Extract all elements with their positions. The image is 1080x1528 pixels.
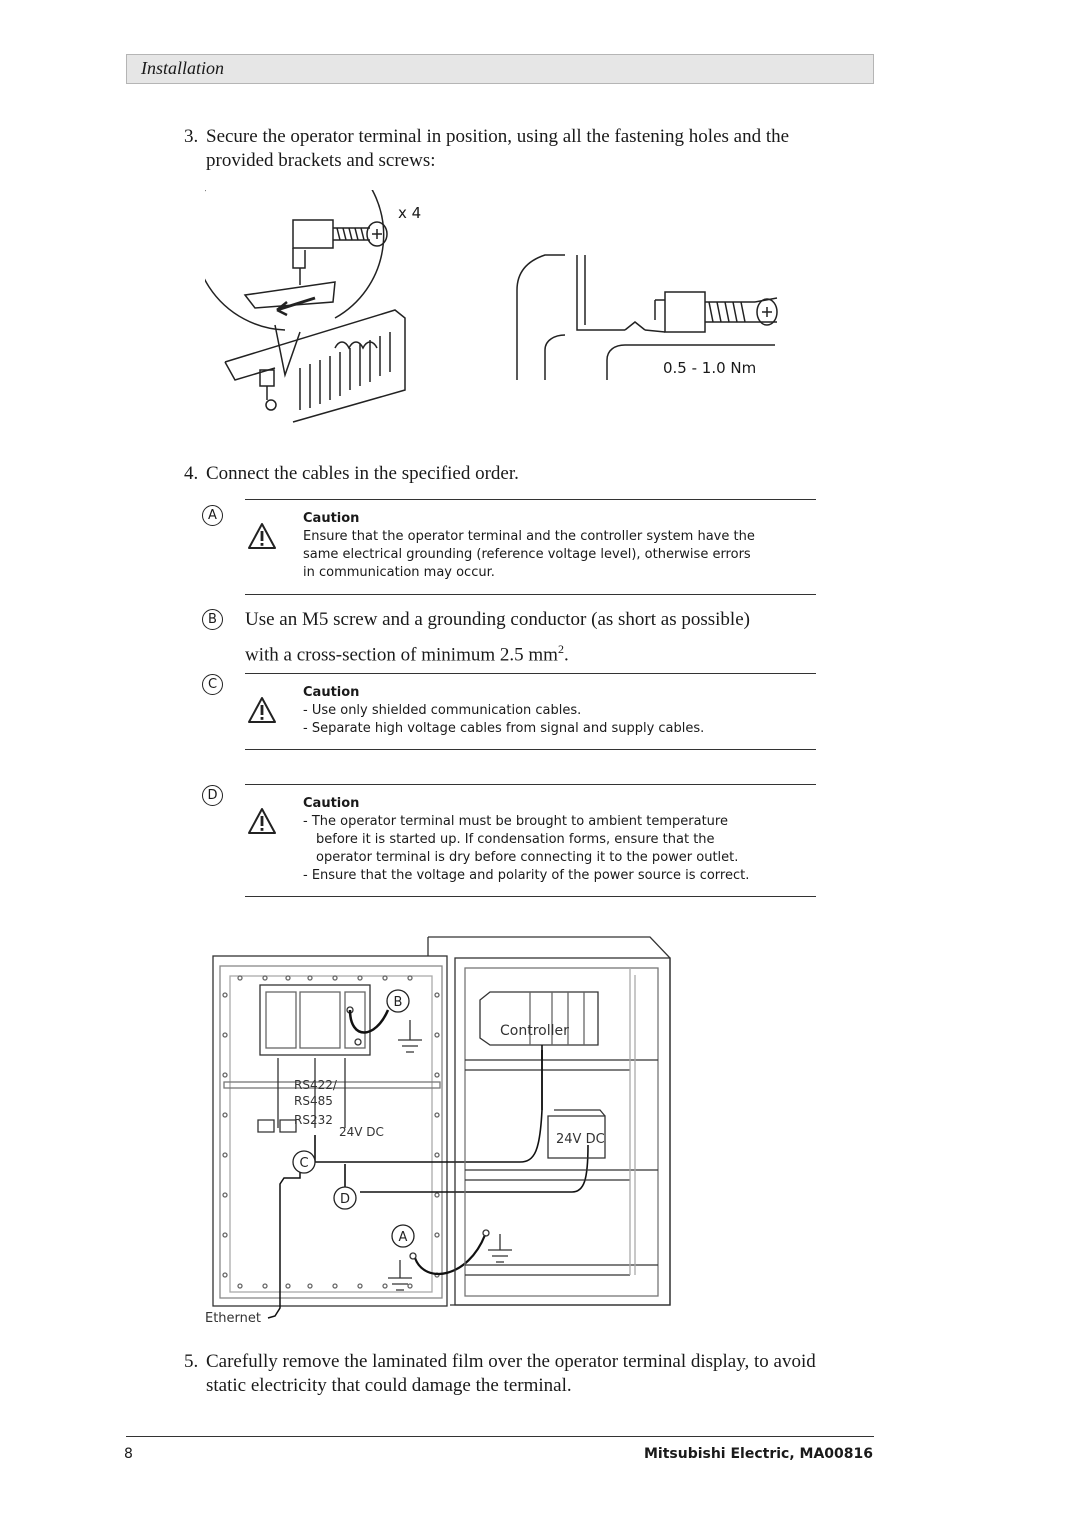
section-title: Installation [141, 58, 225, 78]
diagram-marker-c: C [299, 1156, 309, 1171]
marker-d: D [202, 785, 223, 806]
ethernet-label: Ethernet [205, 1311, 261, 1326]
warning-icon [247, 696, 277, 724]
footer-rule [126, 1436, 874, 1437]
caution-a-line1: Ensure that the operator terminal and the controller system have the [303, 529, 755, 544]
caution-d-line1: - The operator terminal must be brought to ambient temperature [303, 814, 728, 829]
section-b-line1: Use an M5 screw and a grounding conductor (as short as possible) [245, 609, 750, 630]
caution-c-line2: - Separate high voltage cables from signal and supply cables. [303, 721, 705, 736]
rs485-label: RS485 [294, 1094, 333, 1108]
warning-icon [247, 807, 277, 835]
dc-supply-label: 24V DC [339, 1125, 384, 1139]
torque-label: 0.5 - 1.0 Nm [663, 359, 757, 377]
controller-label: Controller [500, 1023, 569, 1039]
rs422-label: RS422/ [294, 1078, 337, 1092]
caution-c-bottom-rule [245, 749, 816, 750]
cabinet-wiring-diagram [200, 930, 680, 1330]
caution-a-line2: same electrical grounding (reference voltage level), otherwise errors [303, 547, 751, 562]
diagram-marker-a: A [398, 1230, 408, 1245]
step5-line2: static electricity that could damage the terminal. [206, 1375, 572, 1396]
diagram-marker-d: D [339, 1192, 351, 1207]
rs232-label: RS232 [294, 1113, 333, 1127]
caution-d-title: Caution [303, 796, 360, 811]
caution-a-top-rule [245, 499, 816, 500]
caution-c-line1: - Use only shielded communication cables. [303, 703, 582, 718]
footer-brand: Mitsubishi Electric, MA00816 [643, 1446, 873, 1462]
psu-label: 24V DC [556, 1132, 605, 1147]
caution-d-line3: operator terminal is dry before connecting it to the power outlet. [316, 850, 739, 865]
caution-a-line3: in communication may occur. [303, 565, 495, 580]
caution-a-bottom-rule [245, 594, 816, 595]
step5-number: 5. [184, 1351, 199, 1372]
header-bar [126, 54, 874, 84]
page-number: 8 [124, 1446, 133, 1462]
quantity-label: x 4 [398, 204, 422, 222]
step3-line2: provided brackets and screws: [206, 150, 436, 171]
step3-line1: Secure the operator terminal in position, using all the fastening holes and the [206, 126, 790, 147]
step4-number: 4. [184, 463, 199, 484]
marker-c: C [202, 674, 223, 695]
caution-d-line2: before it is started up. If condensation forms, ensure that the [316, 832, 715, 847]
caution-d-top-rule [245, 784, 816, 785]
caution-d-line4: - Ensure that the voltage and polarity of the power source is correct. [303, 868, 750, 883]
step3-number: 3. [184, 126, 199, 147]
step5-line1: Carefully remove the laminated film over the operator terminal display, to avoid [206, 1351, 816, 1372]
caution-d-bottom-rule [245, 896, 816, 897]
marker-b: B [202, 609, 223, 630]
warning-icon [247, 522, 277, 550]
marker-a: A [202, 505, 223, 526]
superscript-2: 2 [557, 642, 564, 656]
caution-c-top-rule [245, 673, 816, 674]
step4-text: Connect the cables in the specified order. [206, 463, 519, 484]
caution-a-title: Caution [303, 511, 360, 526]
caution-c-title: Caution [303, 685, 360, 700]
section-b-line2: with a cross-section of minimum 2.5 $mm^2$. [245, 642, 569, 666]
diagram-marker-b: B [393, 995, 403, 1010]
mounting-bracket-figure [205, 190, 805, 435]
